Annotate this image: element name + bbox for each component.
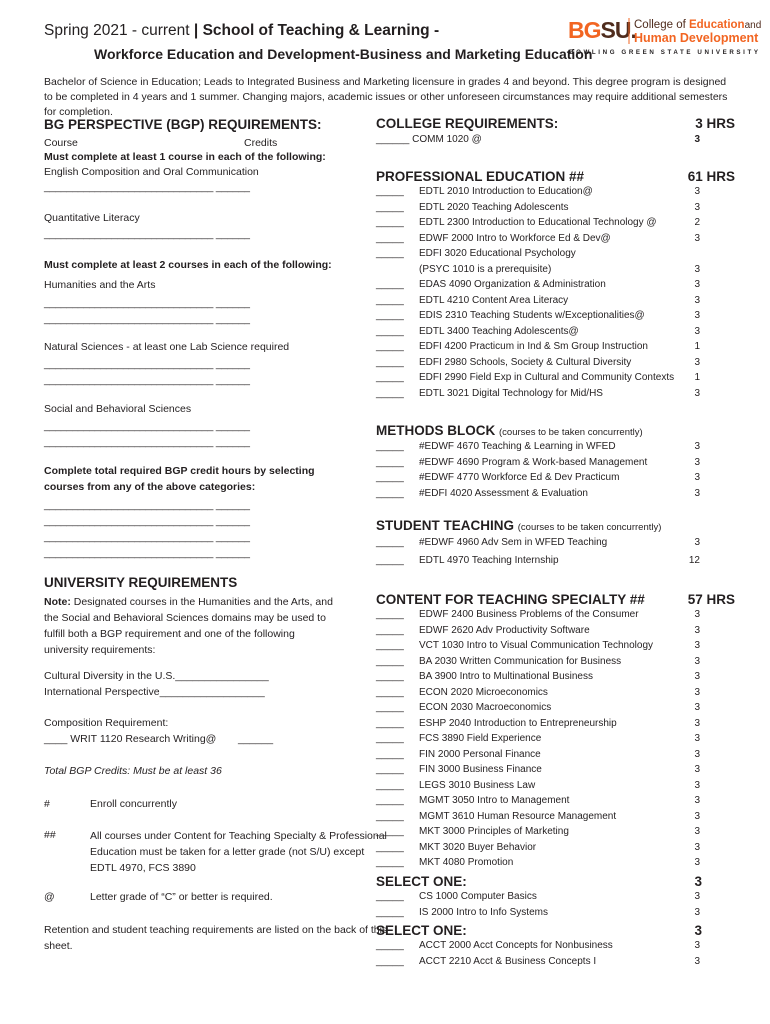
course-credit: 3 xyxy=(694,441,700,452)
composition-label: Composition Requirement: xyxy=(44,717,169,729)
course-name: MKT 3000 Principles of Marketing xyxy=(419,826,569,837)
course-name: EDFI 4200 Practicum in Ind & Sm Group Instruction xyxy=(419,341,648,352)
course-blank[interactable]: _____ xyxy=(376,940,404,951)
course-name: BA 3900 Intro to Multinational Business xyxy=(419,671,593,682)
course-name: FCS 3890 Field Experience xyxy=(419,733,542,744)
course-credit: 3 xyxy=(694,841,700,853)
course-blank[interactable]: _____ xyxy=(376,472,404,483)
school-label: School of Teaching & Learning - xyxy=(202,22,440,39)
course-blank[interactable]: _____ xyxy=(376,906,404,918)
course-name: MKT 3020 Buyer Behavior xyxy=(419,841,537,853)
methods-title-text: METHODS BLOCK xyxy=(376,423,496,438)
note-line-3: fulfill both a BGP requirement and one of the following xyxy=(44,628,295,640)
course-credit: 3 xyxy=(694,955,700,967)
course-name: FIN 2000 Personal Finance xyxy=(419,748,541,760)
course-credit: 3 xyxy=(694,325,700,337)
bgp-must2: Must complete at least 2 courses in each of the following: xyxy=(44,259,332,271)
writ-credit[interactable]: ______ xyxy=(238,733,274,745)
course-blank[interactable]: _____ xyxy=(376,456,404,468)
course-blank[interactable]: _____ xyxy=(376,841,404,853)
course-blank[interactable]: _____ xyxy=(376,702,404,713)
methods-subtitle: (courses to be taken concurrently) xyxy=(499,427,643,438)
legend-text-1: Enroll concurrently xyxy=(90,798,177,810)
course-blank[interactable]: _____ xyxy=(376,341,404,352)
course-name: EDTL 3400 Teaching Adolescents@ xyxy=(419,325,579,337)
course-row xyxy=(376,488,706,502)
bgp-humanities-line-2[interactable]: ______________________________ ______ xyxy=(44,313,250,325)
bgp-humanities-line-1[interactable]: ______________________________ ______ xyxy=(44,297,250,309)
course-blank[interactable]: _____ xyxy=(376,279,404,290)
course-row xyxy=(376,780,706,794)
course-blank[interactable]: _____ xyxy=(376,487,404,499)
bgp-must1: Must complete at least 1 course in each of the following: xyxy=(44,151,326,163)
course-row xyxy=(376,372,706,386)
course-name: EDFI 2980 Schools, Society & Cultural Diversity xyxy=(419,356,632,368)
course-credit: 1 xyxy=(694,341,700,352)
course-row xyxy=(376,687,706,701)
retention-note xyxy=(44,922,387,954)
course-credit: 3 xyxy=(694,940,700,951)
program-title: Workforce Education and Development-Business and Marketing Education xyxy=(94,46,593,62)
university-note xyxy=(44,594,364,658)
course-row xyxy=(376,248,706,262)
course-name: ECON 2030 Macroeconomics xyxy=(419,702,552,713)
course-name: EDTL 3021 Digital Technology for Mid/HS xyxy=(419,387,603,399)
legend-text-2 xyxy=(90,828,387,876)
course-row xyxy=(376,326,706,340)
course-row xyxy=(376,537,706,551)
course-row xyxy=(376,310,706,324)
course-credit: 3 xyxy=(694,686,700,698)
legend-symbol-3: @ xyxy=(44,891,55,903)
bgp-col-credits: Credits xyxy=(244,137,278,149)
course-blank[interactable]: _____ xyxy=(376,372,404,383)
course-credit: 3 xyxy=(694,294,700,306)
course-name: EDFI 3020 Educational Psychology xyxy=(419,248,576,259)
legend-symbol-1: # xyxy=(44,798,50,810)
course-name: #EDWF 4770 Workforce Ed & Dev Practicum xyxy=(419,472,620,483)
course-credit: 3 xyxy=(694,748,700,760)
course-name: ACCT 2000 Acct Concepts for Nonbusiness xyxy=(419,940,613,951)
bgp-humanities: Humanities and the Arts xyxy=(44,279,156,291)
bgp-english-line[interactable]: ______________________________ ______ xyxy=(44,181,250,193)
professional-hrs: 61 HRS xyxy=(687,169,735,184)
course-credit: 3 xyxy=(694,624,700,636)
course-credit: 3 xyxy=(694,857,700,868)
bgp-english: English Composition and Oral Communication xyxy=(44,166,259,178)
course-row xyxy=(376,441,706,455)
bgp-col-course: Course xyxy=(44,137,78,149)
note-line-4: university requirements: xyxy=(44,644,156,656)
course-row xyxy=(376,609,706,623)
course-credit: 3 xyxy=(694,671,700,682)
content-title: CONTENT FOR TEACHING SPECIALTY ## xyxy=(376,592,645,607)
course-credit: 3 xyxy=(694,655,700,667)
college-credit: 3 xyxy=(694,134,700,145)
course-name: #EDWF 4670 Teaching & Learning in WFED xyxy=(419,441,616,452)
term-label: Spring 2021 - current xyxy=(44,22,190,39)
course-credit: 3 xyxy=(694,779,700,791)
student-teaching-title-text: STUDENT TEACHING xyxy=(376,518,514,533)
course-name: EDAS 4090 Organization & Administration xyxy=(419,279,606,290)
course-blank[interactable]: _____ xyxy=(376,310,404,321)
bgp-natural-line-1[interactable]: ______________________________ ______ xyxy=(44,358,250,370)
retention-line-1: Retention and student teaching requirements are listed on the back of this xyxy=(44,924,388,936)
note-line-1: Designated courses in the Humanities and the Arts, and xyxy=(70,596,333,608)
course-row xyxy=(376,857,706,871)
professional-title: PROFESSIONAL EDUCATION ## xyxy=(376,169,585,184)
course-blank[interactable]: _____ xyxy=(376,186,404,197)
international-perspective[interactable]: International Perspective__________________ xyxy=(44,686,265,698)
course-blank[interactable]: _____ xyxy=(376,764,404,775)
course-credit: 3 xyxy=(694,702,700,713)
course-credit: 3 xyxy=(694,537,700,548)
course-name: #EDWF 4690 Program & Work-based Management xyxy=(419,456,648,468)
student-teaching-subtitle: (courses to be taken concurrently) xyxy=(517,522,662,533)
course-credit: 3 xyxy=(694,609,700,620)
course-credit: 1 xyxy=(694,372,700,383)
course-blank[interactable]: _____ xyxy=(376,955,404,967)
course-blank[interactable]: _____ xyxy=(376,655,404,667)
select1-title: SELECT ONE: xyxy=(376,874,467,889)
course-blank[interactable]: _____ xyxy=(376,217,404,228)
university-title: UNIVERSITY REQUIREMENTS xyxy=(44,575,238,590)
bgp-total-line2: courses from any of the above categories: xyxy=(44,481,256,493)
course-name: EDIS 2310 Teaching Students w/Exceptionalities@ xyxy=(419,310,645,321)
course-name: EDWF 2620 Adv Productivity Software xyxy=(419,624,590,636)
course-credit: 3 xyxy=(694,810,700,822)
course-credit: 3 xyxy=(694,456,700,468)
select2-title: SELECT ONE: xyxy=(376,923,467,938)
bgp-social: Social and Behavioral Sciences xyxy=(44,403,192,415)
course-name: ECON 2020 Microeconomics xyxy=(419,686,548,698)
course-name: FIN 3000 Business Finance xyxy=(419,764,542,775)
bgsu-logo xyxy=(568,14,762,56)
course-row xyxy=(376,264,706,278)
course-credit: 3 xyxy=(694,279,700,290)
course-credit: 3 xyxy=(694,232,700,244)
course-name: #EDWF 4960 Adv Sem in WFED Teaching xyxy=(419,537,608,548)
course-blank[interactable]: _____ xyxy=(376,325,404,337)
bgp-title: BG PERSPECTIVE (BGP) REQUIREMENTS: xyxy=(44,117,322,132)
course-name: MGMT 3050 Intro to Management xyxy=(419,795,570,806)
course-name: EDTL 2010 Introduction to Education@ xyxy=(419,186,593,197)
course-blank[interactable]: _____ xyxy=(376,810,404,822)
course-row xyxy=(376,388,706,402)
bgp-natural-line-2[interactable]: ______________________________ ______ xyxy=(44,374,250,386)
retention-line-2: sheet. xyxy=(44,940,73,952)
cultural-diversity[interactable]: Cultural Diversity in the U.S.________________ xyxy=(44,670,269,682)
course-name: IS 2000 Intro to Info Systems xyxy=(419,906,548,918)
course-blank[interactable]: _____ xyxy=(376,891,404,902)
course-credit: 3 xyxy=(694,891,700,902)
course-credit: 3 xyxy=(694,795,700,806)
course-blank[interactable]: _____ xyxy=(376,671,404,682)
writ-course[interactable]: ____ WRIT 1120 Research Writing@ xyxy=(44,733,217,745)
course-row xyxy=(376,826,706,840)
total-bgp-credits: Total BGP Credits: Must be at least 36 xyxy=(44,765,222,777)
course-name: (PSYC 1010 is a prerequisite) xyxy=(419,263,552,275)
course-blank[interactable]: _____ xyxy=(376,717,404,729)
course-row xyxy=(376,718,706,732)
logo-mark: BGSU. xyxy=(568,17,636,43)
select1-hrs: 3 xyxy=(694,874,702,889)
course-blank[interactable]: _____ xyxy=(376,248,404,259)
course-row xyxy=(376,764,706,778)
course-row xyxy=(376,795,706,809)
bgp-total-line-4[interactable]: ______________________________ ______ xyxy=(44,547,250,559)
program-description: Bachelor of Science in Education; Leads to Integrated Business and Marketing licensure in grades 4 and beyond. This degree program is designed to be completed in 4 years and 1 summer. Changing majors, academic issues or other unforeseen circumstances may require additional semesters for completion. xyxy=(44,76,728,118)
college-hrs: 3 HRS xyxy=(695,116,735,131)
header-divider: | xyxy=(193,22,203,39)
course-row xyxy=(376,186,706,200)
course-blank[interactable]: _____ xyxy=(376,733,404,744)
student-teaching-title xyxy=(376,518,661,533)
course-name: EDTL 2300 Introduction to Educational Technology @ xyxy=(419,217,657,228)
course-name: LEGS 3010 Business Law xyxy=(419,779,536,791)
course-blank[interactable]: _____ xyxy=(376,294,404,306)
course-name: #EDFI 4020 Assessment & Evaluation xyxy=(419,487,588,499)
course-row xyxy=(376,811,706,825)
course-credit: 3 xyxy=(694,826,700,837)
course-blank[interactable]: _____ xyxy=(376,232,404,244)
course-name: MKT 4080 Promotion xyxy=(419,857,514,868)
course-credit: 3 xyxy=(694,717,700,729)
course-row xyxy=(376,295,706,309)
course-blank[interactable]: _____ xyxy=(376,640,404,651)
course-name: BA 2030 Written Communication for Business xyxy=(419,655,622,667)
course-row xyxy=(376,640,706,654)
header-title xyxy=(44,22,439,40)
course-blank[interactable]: _____ xyxy=(376,387,404,399)
course-row xyxy=(376,842,706,856)
course-row xyxy=(376,457,706,471)
course-credit: 3 xyxy=(694,764,700,775)
course-blank[interactable]: _____ xyxy=(376,795,404,806)
course-credit: 3 xyxy=(694,487,700,499)
note-line-2: the Social and Behavioral Sciences domains may be used to xyxy=(44,612,326,624)
bgp-social-line-1[interactable]: ______________________________ ______ xyxy=(44,420,250,432)
course-name: EDFI 2990 Field Exp in Cultural and Community Contexts xyxy=(419,372,675,383)
course-row xyxy=(376,907,706,921)
course-name: ESHP 2040 Introduction to Entrepreneurship xyxy=(419,717,617,729)
course-blank[interactable]: _____ xyxy=(376,748,404,760)
course-row xyxy=(376,555,706,569)
course-credit: 3 xyxy=(694,263,700,275)
course-credit: 3 xyxy=(694,906,700,918)
course-credit: 3 xyxy=(694,186,700,197)
course-row xyxy=(376,202,706,216)
bgp-total-line-1[interactable]: ______________________________ ______ xyxy=(44,499,250,511)
logo-college-line2: Human Development xyxy=(634,31,759,45)
note-label: Note: xyxy=(44,596,71,608)
logo-college-line1: College of Educationand xyxy=(634,19,762,31)
course-row xyxy=(376,749,706,763)
bgp-social-line-2[interactable]: ______________________________ ______ xyxy=(44,436,250,448)
course-name: ACCT 2210 Acct & Business Concepts I xyxy=(419,955,597,967)
legend-text-2-line-3: EDTL 4970, FCS 3890 xyxy=(90,862,196,874)
course-row xyxy=(376,357,706,371)
legend-text-3: Letter grade of “C” or better is required. xyxy=(90,891,273,903)
course-credit: 12 xyxy=(688,555,700,566)
course-name: EDTL 4970 Teaching Internship xyxy=(419,555,559,566)
course-credit: 2 xyxy=(694,217,700,228)
course-row xyxy=(376,472,706,486)
course-credit: 3 xyxy=(694,201,700,213)
select2-hrs: 3 xyxy=(694,923,702,938)
bgp-natural: Natural Sciences - at least one Lab Science required xyxy=(44,341,290,353)
course-row xyxy=(376,702,706,716)
bgp-total-line1: Complete total required BGP credit hours by selecting xyxy=(44,465,315,477)
course-row xyxy=(376,217,706,231)
course-name: MGMT 3610 Human Resource Management xyxy=(419,810,617,822)
course-name: EDTL 2020 Teaching Adolescents xyxy=(419,201,569,213)
content-hrs: 57 HRS xyxy=(687,592,735,607)
legend-text-2-line-1: All courses under Content for Teaching Specialty & Professional xyxy=(90,830,387,842)
college-course[interactable]: ______ COMM 1020 @ xyxy=(376,134,482,145)
methods-title xyxy=(376,423,643,438)
course-name: CS 1000 Computer Basics xyxy=(419,891,537,902)
course-row xyxy=(376,733,706,747)
course-name: EDWF 2400 Business Problems of the Consumer xyxy=(419,609,639,620)
course-name: VCT 1030 Intro to Visual Communication Technology xyxy=(419,640,654,651)
logo-university: BOWLING GREEN STATE UNIVERSITY xyxy=(569,49,761,56)
course-row xyxy=(376,656,706,670)
bgp-quant-line[interactable]: ______________________________ ______ xyxy=(44,228,250,240)
course-blank[interactable]: _____ xyxy=(376,686,404,698)
course-blank[interactable]: _____ xyxy=(376,624,404,636)
legend-text-2-line-2: Education must be taken for a letter grade (not S/U) except xyxy=(90,846,365,858)
course-credit: 3 xyxy=(694,310,700,321)
course-blank[interactable]: _____ xyxy=(376,555,404,566)
course-row xyxy=(376,891,706,905)
college-title: COLLEGE REQUIREMENTS: xyxy=(376,116,559,131)
course-blank[interactable]: _____ xyxy=(376,609,404,620)
course-row xyxy=(376,341,706,355)
course-credit: 3 xyxy=(694,733,700,744)
course-blank[interactable]: _____ xyxy=(376,356,404,368)
course-credit: 3 xyxy=(694,387,700,399)
course-name: EDWF 2000 Intro to Workforce Ed & Dev@ xyxy=(419,232,611,244)
course-blank[interactable]: _____ xyxy=(376,201,404,213)
course-row xyxy=(376,956,706,970)
bgp-total-line-2[interactable]: ______________________________ ______ xyxy=(44,515,250,527)
course-row xyxy=(376,625,706,639)
bgp-quant: Quantitative Literacy xyxy=(44,212,140,224)
course-blank[interactable]: _____ xyxy=(376,537,404,548)
course-row xyxy=(376,279,706,293)
legend-symbol-2: ## xyxy=(44,829,56,841)
course-row xyxy=(376,940,706,954)
course-name: EDTL 4210 Content Area Literacy xyxy=(419,294,569,306)
course-credit: 3 xyxy=(694,356,700,368)
course-row xyxy=(376,671,706,685)
course-blank[interactable]: _____ xyxy=(376,857,404,868)
bgp-total-line-3[interactable]: ______________________________ ______ xyxy=(44,531,250,543)
course-blank[interactable]: _____ xyxy=(376,441,404,452)
course-credit: 3 xyxy=(694,472,700,483)
course-row xyxy=(376,233,706,247)
course-blank[interactable]: _____ xyxy=(376,779,404,791)
course-blank[interactable]: _____ xyxy=(376,826,404,837)
course-credit: 3 xyxy=(694,640,700,651)
